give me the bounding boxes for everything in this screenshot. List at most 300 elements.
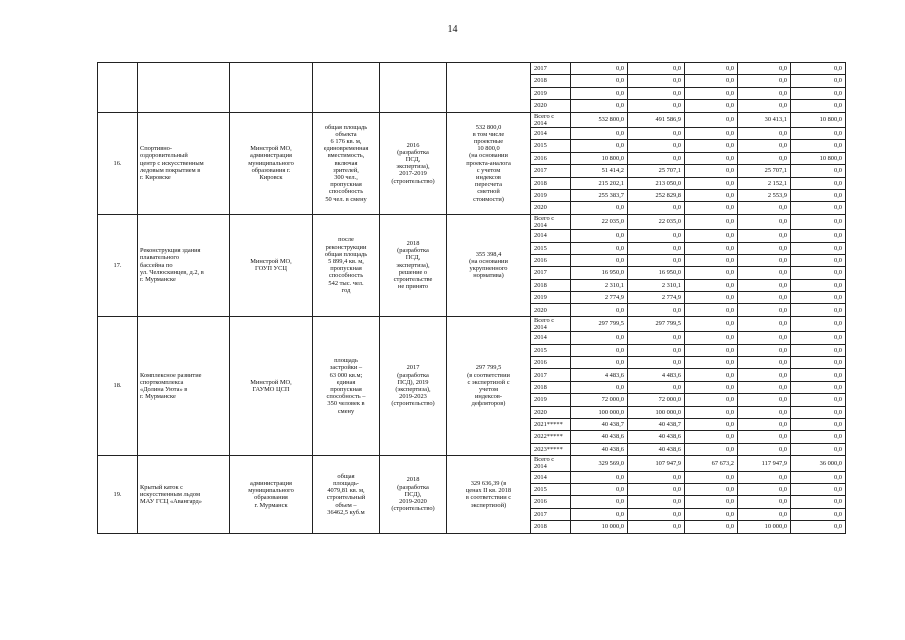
value-cell: 0,0 <box>738 406 791 418</box>
cell-line: экспертизой) <box>470 501 507 509</box>
cell-line: площадь- <box>333 479 359 487</box>
value-cell: 0,0 <box>685 189 738 201</box>
value-cell: 10 800,0 <box>571 152 628 164</box>
cell-line: 2016 <box>406 141 420 149</box>
cell-line: спорткомплекса <box>140 378 184 386</box>
cell-line: строительстве <box>393 276 433 284</box>
value-cell: 532 800,0 <box>571 112 628 127</box>
value-cell: 40 438,6 <box>571 431 628 443</box>
cell-line: бассейна по <box>140 261 173 269</box>
value-cell: 0,0 <box>628 483 685 495</box>
value-cell: 10 000,0 <box>571 521 628 533</box>
value-cell: 0,0 <box>571 332 628 344</box>
value-cell: 297 799,5 <box>571 316 628 331</box>
value-cell: 0,0 <box>791 254 846 266</box>
cell-line: ГАУМО ЦСП <box>252 386 290 393</box>
value-cell: 0,0 <box>791 443 846 455</box>
cell-line: объем – <box>335 501 357 509</box>
year-cell: 2017 <box>531 63 571 75</box>
value-cell: 0,0 <box>738 75 791 87</box>
cell-line: Минстрой МО, <box>250 258 292 266</box>
value-cell: 4 483,6 <box>628 369 685 381</box>
year-cell: 2014 <box>531 332 571 344</box>
value-cell: 0,0 <box>571 63 628 75</box>
value-cell: 0,0 <box>738 267 791 279</box>
cell-line: муниципального <box>248 487 294 495</box>
value-cell: 0,0 <box>738 344 791 356</box>
value-cell: 0,0 <box>791 214 846 229</box>
cell-line: 532 800,0 <box>475 123 502 131</box>
value-cell: 0,0 <box>685 87 738 99</box>
value-cell: 0,0 <box>791 316 846 331</box>
value-cell: 0,0 <box>628 152 685 164</box>
value-cell: 0,0 <box>738 369 791 381</box>
year-cell: 2016 <box>531 152 571 164</box>
cell-line: способность <box>328 188 364 196</box>
cell-line: ул. Челюскинцев, д.2, в <box>140 268 204 276</box>
value-cell: 0,0 <box>738 63 791 75</box>
year-cell: 2015 <box>531 242 571 254</box>
value-cell: 0,0 <box>685 214 738 229</box>
cell-line: (строительство) <box>391 505 435 513</box>
value-cell: 0,0 <box>628 63 685 75</box>
value-cell: 0,0 <box>628 242 685 254</box>
value-cell: 0,0 <box>685 332 738 344</box>
cell-line: не принято <box>397 283 429 291</box>
cell-line: 4079,81 кв. м, <box>327 487 365 495</box>
cell-line: 2019-2020 <box>399 497 427 505</box>
value-cell: 0,0 <box>571 471 628 483</box>
value-cell: 0,0 <box>628 381 685 393</box>
cell-line: 2018 <box>406 476 420 484</box>
cell-line: застройки – <box>329 364 363 372</box>
project-number: 18. <box>98 316 138 455</box>
cell-line: (в соответствии <box>467 371 510 379</box>
value-cell: 100 000,0 <box>571 406 628 418</box>
value-cell: 40 438,6 <box>628 443 685 455</box>
value-cell: 0,0 <box>685 483 738 495</box>
cell-line: Кировск <box>259 173 283 181</box>
cell-line: муниципального <box>248 159 294 167</box>
value-cell: 0,0 <box>571 127 628 139</box>
value-cell: 0,0 <box>571 87 628 99</box>
project-cost <box>447 214 531 316</box>
value-cell: 25 707,1 <box>628 165 685 177</box>
cell-line: 2019-2023 <box>399 393 427 401</box>
value-cell: 0,0 <box>685 140 738 152</box>
cell-line: оздоровительный <box>140 152 188 160</box>
value-cell: 0,0 <box>628 75 685 87</box>
value-cell: 0,0 <box>571 242 628 254</box>
value-cell: 255 383,7 <box>571 189 628 201</box>
cell-line: зрителей, <box>333 166 359 174</box>
cell-line: 5 899,4 кв. м, <box>328 258 364 266</box>
cell-line: искусственным льдом <box>140 490 200 498</box>
value-cell: 36 000,0 <box>791 456 846 471</box>
value-cell: 0,0 <box>685 316 738 331</box>
cell-line: ГОУП УСЦ <box>255 265 287 273</box>
value-cell: 0,0 <box>685 496 738 508</box>
project-term <box>380 112 447 214</box>
value-cell: 0,0 <box>685 369 738 381</box>
name-cell <box>138 63 230 113</box>
value-cell: 0,0 <box>791 87 846 99</box>
cell-line: Минстрой МО, <box>250 378 292 386</box>
year-cell: Всего с 2014 <box>531 456 571 471</box>
number-cell <box>98 63 138 113</box>
year-cell: 2015 <box>531 483 571 495</box>
project-number: 16. <box>98 112 138 214</box>
cell-line: 329 636,39 (в <box>470 479 507 487</box>
value-cell: 0,0 <box>738 230 791 242</box>
value-cell: 0,0 <box>738 242 791 254</box>
page-number: 14 <box>447 24 458 35</box>
year-cell: 2014 <box>531 127 571 139</box>
value-cell: 16 950,0 <box>628 267 685 279</box>
value-cell: 0,0 <box>791 406 846 418</box>
value-cell: 0,0 <box>791 177 846 189</box>
value-cell: 0,0 <box>791 508 846 520</box>
cell-line: г. Кировске <box>140 173 171 181</box>
cell-line: 297 799,5 <box>475 364 502 372</box>
capacity-cell <box>313 63 380 113</box>
value-cell: 0,0 <box>571 140 628 152</box>
value-cell: 0,0 <box>791 431 846 443</box>
project-responsible <box>230 214 313 316</box>
value-cell: 215 202,1 <box>571 177 628 189</box>
value-cell: 0,0 <box>628 254 685 266</box>
value-cell: 0,0 <box>685 443 738 455</box>
table-row <box>98 456 846 471</box>
value-cell: 0,0 <box>738 127 791 139</box>
value-cell: 0,0 <box>685 63 738 75</box>
year-cell: 2018 <box>531 75 571 87</box>
value-cell: 2 310,1 <box>628 279 685 291</box>
value-cell: 0,0 <box>685 230 738 242</box>
cell-line: проекта-аналога <box>466 159 511 167</box>
cell-line: (на основании <box>469 152 508 160</box>
project-cost <box>447 456 531 533</box>
value-cell: 0,0 <box>571 496 628 508</box>
value-cell: 0,0 <box>791 332 846 344</box>
cell-line: 36462,5 куб.м <box>327 508 365 516</box>
value-cell: 0,0 <box>791 202 846 214</box>
cell-line: объекта <box>335 130 357 138</box>
cell-line: единая <box>336 378 356 386</box>
cell-line: общая <box>337 472 355 480</box>
value-cell: 0,0 <box>571 304 628 316</box>
value-cell: 0,0 <box>628 332 685 344</box>
cell-line: единовременная <box>323 145 369 153</box>
value-cell: 16 950,0 <box>571 267 628 279</box>
value-cell: 0,0 <box>791 496 846 508</box>
value-cell: 40 438,6 <box>571 443 628 455</box>
cell-line: в том числе <box>472 130 505 138</box>
value-cell: 0,0 <box>791 189 846 201</box>
value-cell: 72 000,0 <box>571 394 628 406</box>
year-cell: 2016 <box>531 357 571 369</box>
cell-line: г. Мурманске <box>140 276 176 284</box>
year-cell: 2014 <box>531 230 571 242</box>
value-cell: 0,0 <box>791 292 846 304</box>
value-cell: 0,0 <box>571 254 628 266</box>
value-cell: 0,0 <box>685 100 738 112</box>
project-cost <box>447 316 531 455</box>
cell-line: способность <box>328 272 364 280</box>
value-cell: 0,0 <box>571 508 628 520</box>
cell-line: укрупненного <box>469 265 508 273</box>
value-cell: 51 414,2 <box>571 165 628 177</box>
term-cell <box>380 63 447 113</box>
cell-line: (разработка <box>397 371 429 379</box>
year-cell: 2023***** <box>531 443 571 455</box>
table-row <box>98 112 846 127</box>
cell-line: вместимость, <box>327 152 365 160</box>
value-cell: 0,0 <box>738 279 791 291</box>
cell-line: норматива) <box>473 272 504 280</box>
value-cell: 4 483,6 <box>571 369 628 381</box>
cell-line: МАУ ГСЦ «Авангард» <box>140 497 202 505</box>
value-cell: 0,0 <box>738 443 791 455</box>
year-cell: 2016 <box>531 496 571 508</box>
year-cell: 2015 <box>531 344 571 356</box>
value-cell: 0,0 <box>791 418 846 430</box>
project-term <box>380 214 447 316</box>
value-cell: 40 438,7 <box>628 418 685 430</box>
value-cell: 0,0 <box>628 521 685 533</box>
value-cell: 0,0 <box>685 242 738 254</box>
value-cell: 0,0 <box>685 267 738 279</box>
cell-line: ПСД, <box>405 254 421 262</box>
cell-line: ценах II кв. 2018 <box>465 487 512 495</box>
cell-line: 6 176 кв. м, <box>330 137 362 145</box>
value-cell: 0,0 <box>571 344 628 356</box>
year-cell: 2020 <box>531 304 571 316</box>
value-cell: 2 774,9 <box>628 292 685 304</box>
cell-line: реконструкции <box>325 243 367 251</box>
cell-line: г. Мурманске <box>140 393 176 401</box>
value-cell: 0,0 <box>791 483 846 495</box>
value-cell: 0,0 <box>738 316 791 331</box>
value-cell: 0,0 <box>685 304 738 316</box>
value-cell: 0,0 <box>685 127 738 139</box>
year-cell: 2020 <box>531 406 571 418</box>
value-cell: 0,0 <box>791 304 846 316</box>
value-cell: 0,0 <box>685 431 738 443</box>
year-cell: 2021***** <box>531 418 571 430</box>
year-cell: 2019 <box>531 87 571 99</box>
year-cell: 2018 <box>531 381 571 393</box>
value-cell: 0,0 <box>628 304 685 316</box>
cell-line: 10 800,0 <box>477 145 500 153</box>
value-cell: 0,0 <box>738 332 791 344</box>
cell-line: 2017-2019 <box>399 170 427 178</box>
value-cell: 0,0 <box>628 140 685 152</box>
value-cell: 0,0 <box>685 279 738 291</box>
value-cell: 0,0 <box>628 496 685 508</box>
cell-line: Минстрой МО, <box>250 145 292 153</box>
project-name <box>138 316 230 455</box>
value-cell: 0,0 <box>571 100 628 112</box>
table-row <box>98 63 846 75</box>
value-cell: 100 000,0 <box>628 406 685 418</box>
year-cell: Всего с 2014 <box>531 214 571 229</box>
cell-line: (строительство) <box>391 177 435 185</box>
year-cell: 2017 <box>531 369 571 381</box>
value-cell: 0,0 <box>738 471 791 483</box>
value-cell: 0,0 <box>738 214 791 229</box>
cell-line: в соответствии с <box>465 494 512 502</box>
cell-line: 355 398,4 <box>475 250 502 258</box>
value-cell: 40 438,6 <box>628 431 685 443</box>
value-cell: 0,0 <box>738 140 791 152</box>
project-capacity <box>313 316 380 455</box>
cell-line: учетом <box>478 386 499 393</box>
cell-line: «Долина Уюта» в <box>140 386 188 393</box>
year-cell: 2017 <box>531 165 571 177</box>
project-capacity <box>313 112 380 214</box>
year-cell: 2018 <box>531 279 571 291</box>
cell-line: 542 тыс. чел. <box>328 279 364 287</box>
year-cell: 2020 <box>531 100 571 112</box>
responsible-cell <box>230 63 313 113</box>
value-cell: 297 799,5 <box>628 316 685 331</box>
project-cost <box>447 112 531 214</box>
value-cell: 2 553,9 <box>738 189 791 201</box>
value-cell: 72 000,0 <box>628 394 685 406</box>
value-cell: 2 774,9 <box>571 292 628 304</box>
cell-line: стоимости) <box>473 195 504 203</box>
value-cell: 0,0 <box>738 381 791 393</box>
value-cell: 0,0 <box>738 496 791 508</box>
project-name <box>138 112 230 214</box>
cell-line: 300 чел., <box>334 173 358 181</box>
value-cell: 0,0 <box>738 87 791 99</box>
year-cell: 2017 <box>531 267 571 279</box>
value-cell: 0,0 <box>791 394 846 406</box>
value-cell: 0,0 <box>685 357 738 369</box>
year-cell: 2015 <box>531 140 571 152</box>
value-cell: 25 707,1 <box>738 165 791 177</box>
value-cell: 0,0 <box>738 431 791 443</box>
cell-line: с экспертизой с <box>467 378 510 386</box>
value-cell: 0,0 <box>738 292 791 304</box>
year-cell: 2018 <box>531 177 571 189</box>
value-cell: 0,0 <box>685 344 738 356</box>
value-cell: 22 035,0 <box>628 214 685 229</box>
value-cell: 0,0 <box>685 508 738 520</box>
cell-line: способность – <box>326 393 366 401</box>
cell-line: площадь <box>334 357 358 365</box>
year-cell: 2017 <box>531 508 571 520</box>
value-cell: 0,0 <box>685 202 738 214</box>
value-cell: 0,0 <box>791 344 846 356</box>
value-cell: 0,0 <box>738 508 791 520</box>
value-cell: 0,0 <box>738 304 791 316</box>
cell-line: центр с искусственным <box>140 159 204 167</box>
value-cell: 0,0 <box>791 521 846 533</box>
value-cell: 107 947,9 <box>628 456 685 471</box>
project-term <box>380 456 447 533</box>
value-cell: 0,0 <box>791 165 846 177</box>
value-cell: 329 569,0 <box>571 456 628 471</box>
cell-line: ПСД), 2019 <box>397 378 429 386</box>
value-cell: 0,0 <box>738 202 791 214</box>
cell-line: Крытый каток с <box>140 483 183 491</box>
value-cell: 0,0 <box>685 152 738 164</box>
cell-line: (разработка <box>397 247 429 255</box>
value-cell: 0,0 <box>685 394 738 406</box>
cell-line: ПСД, <box>405 155 421 163</box>
value-cell: 0,0 <box>685 177 738 189</box>
value-cell: 10 000,0 <box>738 521 791 533</box>
value-cell: 0,0 <box>628 471 685 483</box>
project-term <box>380 316 447 455</box>
cell-line: (разработка <box>397 148 429 156</box>
cell-line: пересчета <box>475 181 502 189</box>
project-capacity <box>313 214 380 316</box>
value-cell: 0,0 <box>791 127 846 139</box>
cell-line: год <box>341 286 351 294</box>
value-cell: 0,0 <box>791 279 846 291</box>
cell-line: проектные <box>473 137 504 145</box>
cell-line: ледовым покрытием в <box>140 166 201 174</box>
cell-line: (на основании <box>469 258 508 266</box>
value-cell: 0,0 <box>628 344 685 356</box>
value-cell: 0,0 <box>791 471 846 483</box>
value-cell: 0,0 <box>685 75 738 87</box>
cell-line: строительный <box>326 494 366 502</box>
value-cell: 0,0 <box>571 381 628 393</box>
cell-line: экспертиза), <box>396 163 430 171</box>
value-cell: 0,0 <box>791 242 846 254</box>
cell-line: Спортивно- <box>140 145 172 153</box>
project-responsible <box>230 316 313 455</box>
value-cell: 0,0 <box>791 381 846 393</box>
year-cell: 2016 <box>531 254 571 266</box>
value-cell: 0,0 <box>571 202 628 214</box>
year-cell: 2014 <box>531 471 571 483</box>
value-cell: 0,0 <box>738 357 791 369</box>
cell-line: экспертиза), <box>396 261 430 269</box>
project-number: 17. <box>98 214 138 316</box>
value-cell: 0,0 <box>628 202 685 214</box>
cell-line: пропускная <box>330 386 362 393</box>
year-cell: 2022***** <box>531 431 571 443</box>
value-cell: 491 586,9 <box>628 112 685 127</box>
value-cell: 117 947,9 <box>738 456 791 471</box>
value-cell: 0,0 <box>571 357 628 369</box>
year-cell: 2020 <box>531 202 571 214</box>
project-responsible <box>230 112 313 214</box>
value-cell: 40 438,7 <box>571 418 628 430</box>
value-cell: 0,0 <box>571 483 628 495</box>
cell-line: (разработка <box>397 483 429 491</box>
project-capacity <box>313 456 380 533</box>
project-name <box>138 214 230 316</box>
cell-line: администрация <box>250 152 292 160</box>
value-cell: 0,0 <box>791 140 846 152</box>
year-cell: 2019 <box>531 292 571 304</box>
value-cell: 10 800,0 <box>791 112 846 127</box>
year-cell: Всего с 2014 <box>531 316 571 331</box>
value-cell: 0,0 <box>791 267 846 279</box>
cell-line: г. Мурманск <box>254 501 288 509</box>
value-cell: 252 829,8 <box>628 189 685 201</box>
value-cell: 0,0 <box>738 100 791 112</box>
cell-line: решение о <box>398 268 428 276</box>
value-cell: 0,0 <box>685 165 738 177</box>
